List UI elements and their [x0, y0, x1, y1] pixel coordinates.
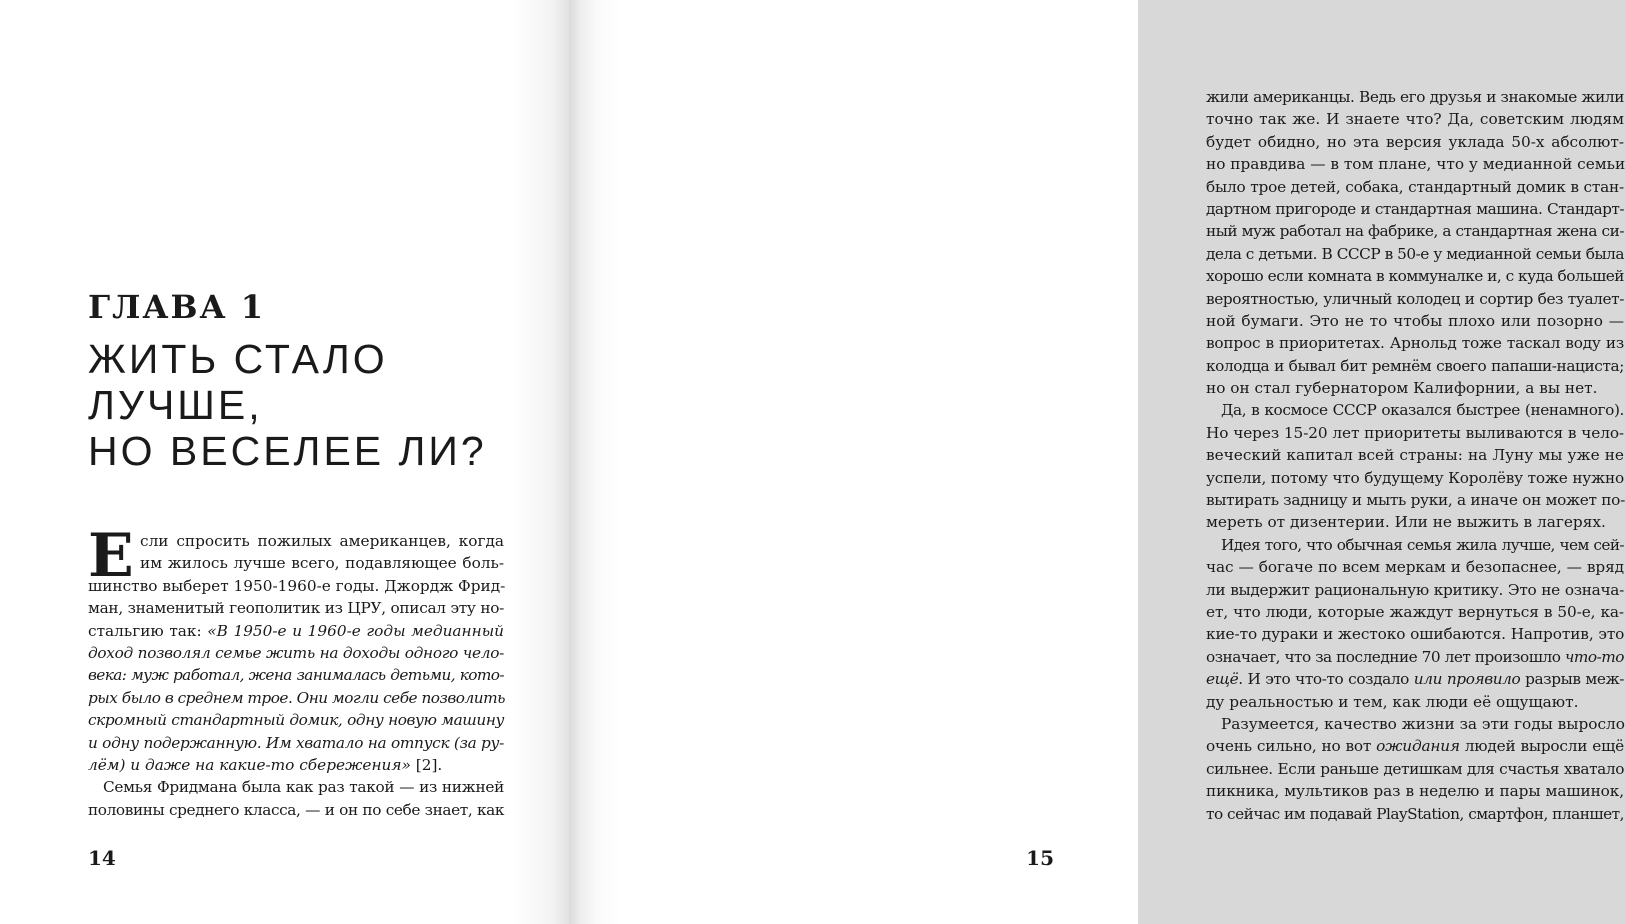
italic-text: что-то: [1564, 647, 1624, 666]
italic-text: и одну подержанную. Им хватало на отпуск (за ру-: [88, 733, 504, 752]
text-segment: вытирать задницу и мыть руки, а иначе он может по-: [1206, 491, 1625, 510]
text-line: [1206, 489, 1624, 511]
text-line: [88, 530, 504, 552]
text-segment: ной бумаги. Это не то чтобы плохо или позорно —: [1206, 311, 1624, 330]
text-segment: ный муж работал на фабрике, а стандартная жена си-: [1206, 222, 1624, 241]
text-segment: ду реальностью и тем, как люди её ощущают.: [1206, 692, 1579, 711]
text-segment: ет, что люди, которые жаждут вернуться в 50-е, ка-: [1206, 602, 1624, 621]
page-number-left: 14: [88, 846, 116, 870]
text-line: [88, 664, 504, 686]
text-line: [1206, 399, 1624, 421]
text-line: [88, 754, 504, 776]
text-segment: мереть от дизентерии. Или не выжить в лагерях.: [1206, 513, 1606, 532]
text-segment: точно так же. И знаете что? Да, советским людям: [1206, 110, 1624, 129]
text-line: [88, 620, 504, 642]
text-line: [1206, 691, 1624, 713]
text-segment: то сейчас им подавай PlayStation, смартфон, планшет,: [1206, 804, 1624, 823]
italic-text: лём) и даже на какие-то сбережения»: [88, 755, 411, 774]
text-line: [88, 687, 504, 709]
text-line: [1206, 534, 1624, 556]
italic-text: доход позволял семье жить на доходы одного чело-: [88, 643, 504, 662]
text-segment: им жилось лучше всего, подавляющее боль-: [140, 554, 504, 573]
text-line: [1206, 623, 1624, 645]
text-segment: сли спросить пожилых американцев, когда: [140, 532, 504, 550]
text-segment: будет обидно, но эта версия уклада 50-х абсолют-: [1206, 132, 1624, 151]
text-line: [1206, 713, 1624, 735]
italic-text: рых было в среднем трое. Они могли себе позволить: [88, 688, 505, 707]
text-segment: дартном пригороде и стандартная машина. Стандарт-: [1206, 199, 1624, 218]
chapter-title: [88, 336, 528, 474]
text-segment: Разумеется, качество жизни за эти годы выросло: [1221, 714, 1625, 733]
text-line: [1206, 735, 1624, 757]
text-line: [88, 799, 504, 821]
text-segment: Но через 15-20 лет приоритеты выливаются в чело-: [1206, 423, 1624, 442]
italic-text: ещё: [1206, 670, 1239, 689]
text-line: [1206, 153, 1624, 175]
text-line: [1206, 265, 1624, 287]
text-segment: означает, что за последние 70 лет произошло: [1206, 647, 1565, 666]
text-segment: вопрос в приоритетах. Арнольд тоже таскал воду из: [1206, 334, 1624, 353]
text-segment: шинство выберет 1950-1960-е годы. Джордж Фрид-: [88, 576, 506, 595]
text-line: [1206, 803, 1624, 825]
chapter-label: ГЛАВА 1: [88, 288, 265, 326]
text-segment: разрыв меж-: [1520, 670, 1625, 689]
text-line: [1206, 511, 1624, 533]
text-line: [1206, 579, 1624, 601]
text-line: [88, 642, 504, 664]
text-segment: Идея того, что обычная семья жила лучше, чем сей-: [1221, 535, 1624, 554]
text-line: [1206, 780, 1624, 802]
text-line: [1206, 668, 1624, 690]
text-line: [1206, 332, 1624, 354]
text-line: [88, 552, 504, 574]
text-segment: колодца и бывал бит ремнём своего папаши-нациста;: [1206, 356, 1624, 375]
text-segment: половины среднего класса, — и он по себе знает, как: [88, 800, 504, 819]
text-line: [1206, 131, 1624, 153]
text-segment: жили американцы. Ведь его друзья и знакомые жили: [1206, 88, 1624, 106]
text-line: [88, 732, 504, 754]
left-body-text: [88, 521, 506, 821]
text-segment: веческий капитал всей страны: на Луну мы уже не: [1206, 446, 1624, 465]
text-line: [1206, 86, 1624, 108]
text-line: [1206, 556, 1624, 578]
text-line: [1206, 176, 1624, 198]
text-segment: очень сильно, но вот: [1206, 737, 1377, 756]
text-line: [1206, 220, 1624, 242]
text-line: [88, 776, 504, 798]
text-segment: людей выросли ещё: [1459, 737, 1624, 756]
page-number-right: 15: [1026, 846, 1054, 870]
italic-text: «В 1950-е и 1960-е годы медианный: [207, 621, 505, 640]
text-line: [1206, 422, 1624, 444]
italic-text: ожидания: [1376, 737, 1460, 756]
text-segment: ли выдержит рациональную критику. Это не означа-: [1206, 580, 1624, 599]
text-segment: Да, в космосе СССР оказался быстрее (ненамного).: [1221, 401, 1624, 420]
text-line: [1206, 646, 1624, 668]
text-line: [1206, 243, 1624, 265]
text-segment: пикника, мультиков раз в неделю и пары машинок,: [1206, 782, 1624, 801]
chapter-title-line: ЛУЧШЕ,: [88, 382, 263, 428]
text-line: [1206, 601, 1624, 623]
italic-text: века: муж работал, жена занималась детьми, кото-: [88, 666, 504, 685]
text-segment: Семья Фридмана была как раз такой — из нижней: [103, 778, 504, 797]
text-segment: стальгию так:: [88, 621, 208, 640]
text-line: [1206, 108, 1624, 130]
text-line: [1206, 198, 1624, 220]
italic-text: скромный стандартный домик, одну новую машину: [88, 711, 504, 730]
right-page: [569, 0, 1625, 924]
text-line: [1206, 467, 1624, 489]
text-segment: . И это что-то создало: [1238, 670, 1414, 689]
text-segment: было трое детей, собака, стандартный домик в стан-: [1206, 177, 1624, 196]
text-line: [1206, 355, 1624, 377]
left-page: [0, 0, 569, 924]
text-segment: сильнее. Если раньше детишкам для счастья хватало: [1206, 759, 1624, 778]
italic-text: или проявило: [1413, 670, 1521, 689]
text-segment: но он стал губернатором Калифорнии, а вы нет.: [1206, 379, 1598, 398]
text-segment: хорошо если комната в коммуналке и, с куда большей: [1206, 267, 1624, 286]
text-segment: но правдива — в том плане, что у медианной семьи: [1206, 155, 1625, 174]
text-segment: вероятностью, уличный колодец и сортир без туалет-: [1206, 289, 1624, 308]
text-line: [1206, 758, 1624, 780]
chapter-title-line: ЖИТЬ СТАЛО: [88, 336, 388, 382]
text-line: [1206, 310, 1624, 332]
text-segment: успели, потому что будущему Королёву тоже нужно: [1206, 468, 1624, 487]
right-body-text: [1206, 86, 1624, 825]
text-segment: ман, знаменитый геополитик из ЦРУ, описал эту но-: [88, 599, 504, 618]
text-segment: дела с детьми. В СССР в 50-е у медианной семьи была: [1206, 244, 1624, 263]
chapter-title-line: НО ВЕСЕЛЕЕ ЛИ?: [88, 428, 487, 474]
text-segment: кие-то дураки и жестоко ошибаются. Напротив, это: [1206, 625, 1625, 644]
text-segment: [2].: [410, 755, 443, 774]
text-line: [1206, 288, 1624, 310]
drop-cap: Е: [88, 521, 134, 591]
text-line: [88, 709, 504, 731]
text-line: [1206, 377, 1624, 399]
text-segment: час — богаче по всем меркам и безопаснее, — вряд: [1206, 558, 1624, 577]
text-line: [1206, 444, 1624, 466]
text-line: [88, 575, 504, 597]
text-line: [88, 597, 504, 619]
